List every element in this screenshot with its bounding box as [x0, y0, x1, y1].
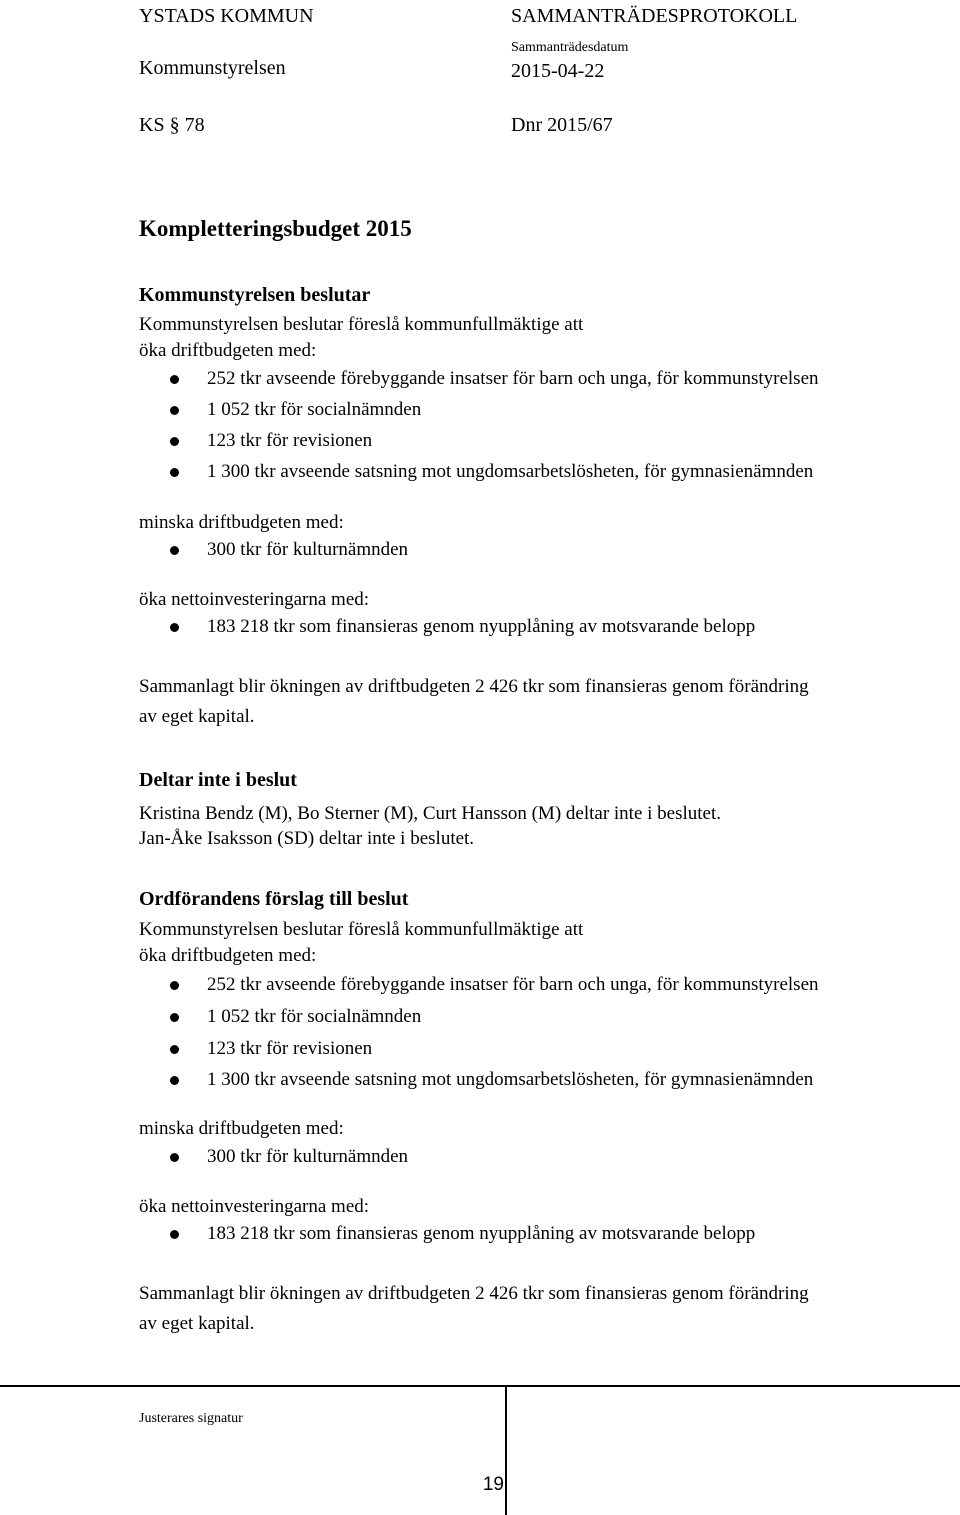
document-type: SAMMANTRÄDESPROTOKOLL [511, 5, 798, 27]
paragraph-number: KS § 78 [139, 114, 205, 136]
chair-proposal-heading: Ordförandens förslag till beslut [139, 888, 409, 910]
non-participation-text: Kristina Bendz (M), Bo Sterner (M), Curt Hansson (M) deltar inte i beslutet. [139, 803, 722, 824]
bullet-icon [170, 375, 179, 384]
committee-name: Kommunstyrelsen [139, 57, 286, 79]
increase-label: öka driftbudgeten med: [139, 340, 317, 361]
non-participation-text-2: Jan-Åke Isaksson (SD) deltar inte i beslutet. [139, 828, 475, 849]
proposal-summary-text-cont: av eget kapital. [139, 1313, 255, 1334]
meeting-date: 2015-04-22 [511, 60, 605, 82]
decision-heading: Kommunstyrelsen beslutar [139, 284, 371, 306]
bullet-icon [170, 406, 179, 415]
proposal-decrease-label: minska driftbudgeten med: [139, 1118, 344, 1139]
proposal-increase-label: öka driftbudgeten med: [139, 945, 317, 966]
footer-column-divider [505, 1385, 507, 1515]
bullet-icon [170, 1230, 179, 1239]
municipality-name: YSTADS KOMMUN [139, 5, 314, 27]
summary-text-cont: av eget kapital. [139, 706, 255, 727]
proposal-investment-label: öka nettoinvesteringarna med: [139, 1196, 370, 1217]
decrease-label: minska driftbudgeten med: [139, 512, 344, 533]
investment-label: öka nettoinvesteringarna med: [139, 589, 370, 610]
bullet-icon [170, 1076, 179, 1085]
proposal-summary-text: Sammanlagt blir ökningen av driftbudgeten 2 426 tkr som finansieras genom förändring [139, 1283, 809, 1304]
bullet-icon [170, 623, 179, 632]
bullet-icon [170, 1013, 179, 1022]
bullet-icon [170, 1153, 179, 1162]
decision-intro: Kommunstyrelsen beslutar föreslå kommunfullmäktige att [139, 314, 584, 335]
non-participation-heading: Deltar inte i beslut [139, 769, 297, 791]
diary-number: Dnr 2015/67 [511, 114, 613, 136]
signature-label: Justerares signatur [139, 1411, 243, 1426]
page-number: 19 [482, 1474, 504, 1495]
bullet-icon [170, 981, 179, 990]
bullet-icon [170, 468, 179, 477]
date-label: Sammanträdesdatum [511, 40, 629, 55]
bullet-icon [170, 1045, 179, 1054]
proposal-intro: Kommunstyrelsen beslutar föreslå kommunfullmäktige att [139, 919, 584, 940]
footer-divider [0, 1385, 960, 1387]
bullet-icon [170, 546, 179, 555]
summary-text: Sammanlagt blir ökningen av driftbudgeten 2 426 tkr som finansieras genom förändring [139, 676, 809, 697]
page-title: Kompletteringsbudget 2015 [139, 216, 412, 241]
bullet-icon [170, 437, 179, 446]
